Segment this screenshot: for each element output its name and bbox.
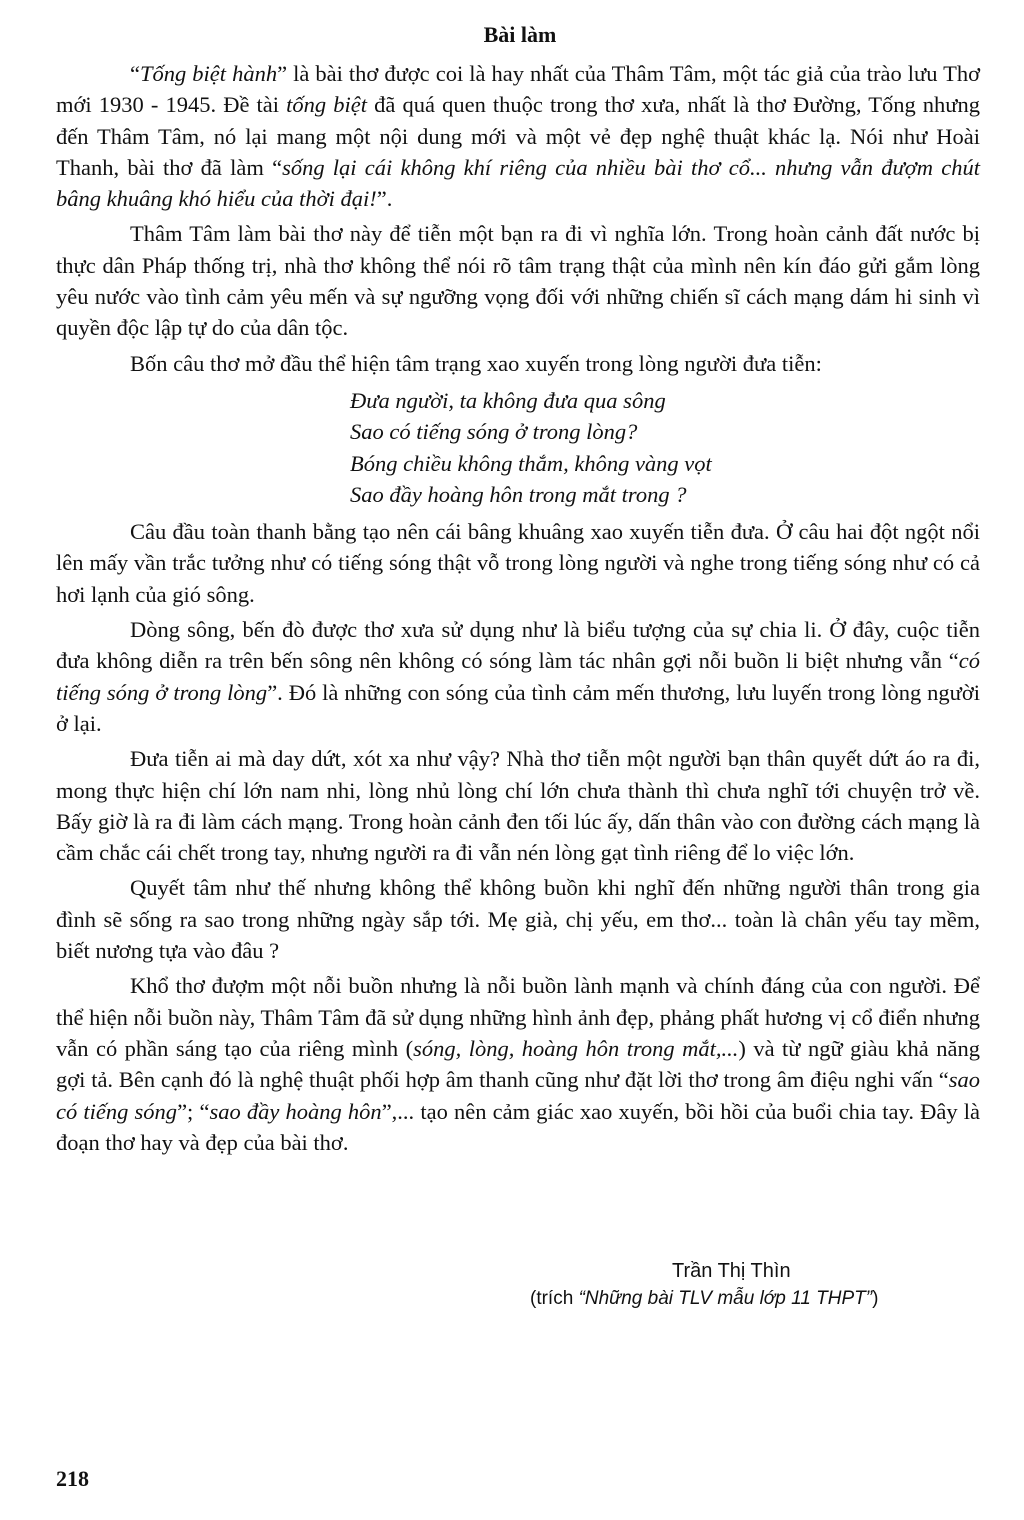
page-number: 218 xyxy=(56,1466,89,1491)
source-title: “Những bài TLV mẫu lớp 11 THPT” xyxy=(578,1288,873,1309)
text-run: ) và từ ngữ giàu khả năng gợi tả. Bên cạnh đó là nghệ thuật phối hợp âm thanh cũng như đặt lời thơ trong âm điệu nghi vấn “ xyxy=(56,1035,980,1093)
poem-line: Đưa người, ta không đưa qua sông xyxy=(350,387,666,413)
paragraph xyxy=(56,872,980,966)
text-run: Dòng sông, bến đò được thơ xưa sử dụng như là biểu tượng của sự chia li. Ở đây, cuộc tiễn đưa không diễn ra trên bến sông nên không có sóng làm tác nhân gợi nỗi buồn li biệt nhưng vẫn “ xyxy=(56,617,980,674)
text-run: Thâm Tâm làm bài thơ này để tiễn một bạn ra đi vì nghĩa lớn. Trong hoàn cảnh đất nước bị thực dân Pháp thống trị, nhà thơ không thể nói rõ tâm trạng thật của mình nên kín đáo gửi gắm lòng yêu nước vào tình cảm yêu mến và sự ngưỡng vọng đối với những chiến sĩ cách mạng dám hi sinh vì quyền độc lập tự do của dân tộc. xyxy=(56,221,980,341)
text-run: “ xyxy=(130,61,140,86)
text-run: ”. xyxy=(376,186,393,212)
text-run: Quyết tâm như thế nhưng không thể không buồn khi nghĩ đến những người thân trong gia đình sẽ sống ra sao trong những ngày sắp tới. Mẹ già, chị yếu, em thơ... toàn là chân yếu tay mềm, biết nương tựa vào đâu ? xyxy=(56,875,980,964)
document-body xyxy=(56,58,980,1162)
paragraph xyxy=(56,516,980,610)
author-name: Trần Thị Thìn xyxy=(672,1260,791,1282)
poem-line: Sao đầy hoàng hôn trong mắt trong ? xyxy=(350,481,687,507)
poem-line: Bóng chiều không thắm, không vàng vọt xyxy=(350,450,712,476)
paragraph xyxy=(56,970,980,1158)
paragraph xyxy=(56,743,980,868)
poem-stanza xyxy=(350,385,980,510)
italic-quote: sao đầy hoàng hôn xyxy=(209,1098,382,1124)
watermark-logo xyxy=(442,710,582,758)
paragraph xyxy=(56,348,980,379)
italic-quote: Tống biệt hành xyxy=(140,61,278,86)
text-run: Câu đầu toàn thanh bằng tạo nên cái bâng khuâng xao xuyến tiễn đưa. Ở câu hai đột ngột nổi lên mấy vần trắc tưởng như có tiếng sóng thật vỗ trong lòng người và nghe trong tiếng sóng như có cả hơi lạnh của gió sông. xyxy=(56,519,980,607)
paragraph xyxy=(56,218,980,343)
paragraph xyxy=(56,58,980,214)
italic-quote: tống biệt xyxy=(286,92,368,118)
text-run: Khổ thơ đượm một nỗi buồn nhưng là nỗi buồn lành mạnh và chính đáng của con người. Để thể hiện nỗi buồn này, Thâm Tâm đã sử dụng những hình ảnh đẹp, phảng phất hương vị cổ điển nhưng vẫn có phần sáng tạo của riêng mình ( xyxy=(56,973,980,1061)
source-citation xyxy=(530,1288,878,1310)
italic-quote: sao có tiếng sóng xyxy=(56,1067,980,1124)
page-title: Bài làm xyxy=(483,22,557,47)
text-run: Đưa tiễn ai mà day dứt, xót xa như vậy? Nhà thơ tiễn một người bạn thân quyết dứt áo ra đi, mong thực hiện chí lớn nam nhi, lòng nhủ lòng chí lớn chưa thành thì chưa nghĩ tới chuyện trở về. Bấy giờ là ra đi làm cách mạng. Trong hoàn cảnh đen tối lúc ấy, dấn thân vào con đường cách mạng là cầm chắc cái chết trong tay, nhưng người ra đi vẫn nén lòng gạt tình riêng để lo việc lớn. xyxy=(56,746,980,866)
paragraphs-before-poem xyxy=(56,58,980,379)
italic-quote: có tiếng sóng ở trong lòng xyxy=(56,648,980,705)
source-suffix: ) xyxy=(872,1288,879,1309)
italic-quote: sống lại cái không khí riêng của nhiều bài thơ cổ... nhưng vẫn đượm chút bâng khuâng khó hiểu của thời đại! xyxy=(56,154,980,212)
poem-line: Sao có tiếng sóng ở trong lòng? xyxy=(350,419,638,445)
text-run: Bốn câu thơ mở đầu thể hiện tâm trạng xao xuyến trong lòng người đưa tiễn: xyxy=(130,350,822,376)
italic-quote: sóng, lòng, hoàng hôn trong mắt,... xyxy=(413,1035,739,1061)
text-run: ”; “ xyxy=(177,1098,210,1124)
text-run: ”,... tạo nên cảm giác xao xuyến, bồi hồi của buổi chia tay. Đây là đoạn thơ hay và đẹp của bài thơ. xyxy=(56,1098,981,1155)
paragraphs-after-poem xyxy=(56,516,980,1158)
source-prefix: (trích xyxy=(530,1288,579,1309)
text-run: ”. Đó là những con sóng của tình cảm mến thương, lưu luyến trong lòng người ở lại. xyxy=(56,679,980,736)
text-run: đã quá quen thuộc trong thơ xưa, nhất là thơ Đường, Tống nhưng đến Thâm Tâm, nó lại mang một nội dung mới và một vẻ đẹp nghệ thuật khác lạ. Nói như Hoài Thanh, bài thơ đã làm “ xyxy=(56,92,980,180)
text-run: ” là bài thơ được coi là hay nhất của Thâm Tâm, một tác giả của trào lưu Thơ mới 1930 - 1945. Đề tài xyxy=(56,61,980,118)
